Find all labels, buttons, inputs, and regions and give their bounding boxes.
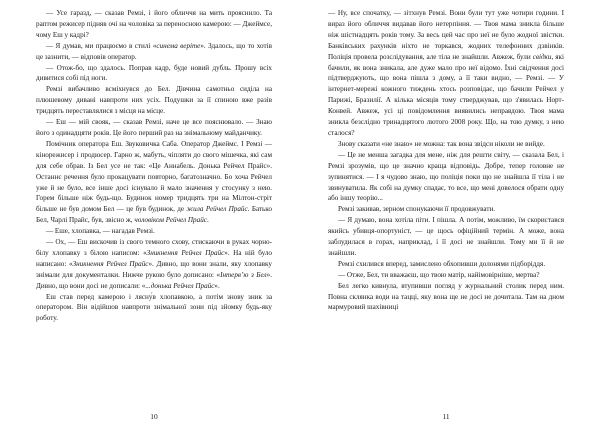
paragraph [328, 215, 564, 259]
text-run: — Ну, все спочатку, — зітхнув Ремзі. Вони були тут уже чотири години. І вираз його обличчя видавав його нетерпіння. — Твоя мама зникла більше ніж шістнадцять років тому. За весь цей час про неї не було жодної звістки. Банківських рахунків ніхто не торкався, жодних телефонних дзвінків. Поліція провела розслідування, але тіла не знайшли. Авжеж, були [328, 9, 564, 61]
text-run: — Я думаю, вона хотіла піти. І пішла. А потім, можливо, їм скористався якийсь убивця-опортуніст, — це щось офіційний термін. А може, вона заблудилася в горах, наприклад, і її досі не знайшли. Тому ми її й не знайшли. [328, 216, 564, 257]
paragraph [328, 259, 564, 270]
italic-text: Зникнення Рейчел Прайс [72, 259, 149, 268]
text-run: ». [214, 281, 220, 290]
text-run: — Еш — мій свояк, — сказав Ремзі, наче це все пояснювало. — Знаю його з одинадцяти років. Це його перший раз на знімальному майданчику. [36, 118, 272, 137]
paragraph [36, 63, 272, 85]
text-run: Ремзі закивав, зерном спонукаючи її продовжувати. [338, 205, 496, 214]
text-run: Знову сказати «не знаю» не можна: так вона звідси ніколи не вийде. [338, 139, 545, 148]
text-run: Ремзі схилився вперед, замислено обхопивши долонями підборіддя. [338, 259, 546, 268]
text-run: Бел легко кивнула, втупивши погляд у журнальний столик перед ним. Повна склянка води на тацці, яку вона ще не досі не дочитала. Там на дном мармуровий шахівниці [328, 281, 564, 312]
text-run: . [206, 216, 209, 225]
paragraph [36, 117, 272, 139]
italic-text: Інтерв’ю з Бел [220, 270, 267, 279]
paragraph [328, 8, 564, 139]
paragraph [36, 8, 272, 41]
text-run: — Отже, Бел, ти вважаєш, що твою матір, найімовірніше, мертва? [338, 270, 540, 279]
text-run: — Еше, хлопавка, — нагадав Ремзі. [46, 227, 155, 236]
paragraph [328, 139, 564, 150]
italic-text: жила Рейчел Прайс [186, 205, 248, 214]
text-run: Ремзі вибачливо всміхнувся до Бел. Дівчина самотньо сиділа на плюшевому дивані навпроти них усіх. Подушки за її спиною вже разів тридцять перестaвлялися з місця на місце. [36, 85, 272, 116]
paragraph [36, 84, 272, 117]
paragraph [36, 41, 272, 63]
text-run: ». Здалось, що то хотів це зазнити, — відповів оператор. [36, 41, 272, 61]
right-page [328, 8, 564, 313]
left-page [36, 8, 272, 324]
text-run: — Отож-бо, що здалось. Поправ кадр, буде новий дубль. Прошу всіх дивитися собі під ноги. [36, 63, 272, 83]
text-run: — Усе гаразд, — сказав Ремзі, і його обличчя на мить прояснило. Та раптом режисер підняв очі на чоловіка за переносною камерою: — Джеймсе, чому Еш у кадрі? [36, 9, 272, 39]
italic-text: синема веріте [156, 41, 201, 50]
paragraph [328, 270, 564, 281]
text-run: Помічник оператора Еш. Звуковичка Саба. Оператор Джеймс. І Ремзі — кінорежисер і продюсер. Гарно ж, мабуть, чіпляти до свого мішечка, які сам для себе обрав. Із Бел усе не так: «Це Аннабель. Донька Рейчел Прайс». Останнє речення було прокацувати повторно, багатозначно. Бо хоча Рейчел уже й не було, все інше досі існувало й мало значення у стосунку з нею. Горем більше ніж будь-що. Будинок номер тридцять три на Мілтон-стріт більше не був домом Бел — це був будинок, де [36, 139, 272, 214]
paragraph [328, 281, 564, 314]
text-run: . Батько Бел, Чарлі Прайс, був, звісно ж, [36, 205, 272, 225]
text-run: ». На ній було написано: « [36, 248, 272, 268]
paragraph [328, 150, 564, 205]
text-run: — Я думав, ми працюємо в стилі « [46, 41, 157, 50]
page-number-right: 11 [442, 412, 450, 421]
text-run: , які бачили, як вона зникала, але дуже мало про неї відомо. Їхні свідчення досі підтверджують, що вона пішла з дому, а її таки видно, — Ремзі. — У інтернет-мережі кожного тиждень хтось розповідає, що бачили Рейчел у Парижі, Бразилії. А кілька місяців тому стверджував, що з'явилась Норт-Конвей. Авжеж, усі ці повідомлення виявились неправдою. Твоя мама зникла безслідно тринадцятого лютого 2008 року. Що, на тою думку, з нею сталося? [328, 52, 564, 137]
text-run: — Це не менша загадка для мене, ніж для решти світу, — сказала Бел, і Ремзі зрозумів, що це значно краща відповідь. Добре, тепер головне не зупинятися. — І я чудово знаю, що поліція поки що не знайшла її тіла і не звинуватила. Як собі на думку спадає, то все, що мені довелося обрати одну або іншу теорію... [328, 150, 564, 203]
paragraph [36, 237, 272, 292]
text-run: Еш став перед камерою і лясну́в хлопавкою, а потім знову зник за оператором. Він відійшов навпроти знімальної зони під зйомку будь-яку роботу. [36, 292, 272, 323]
italic-text: ...донька Рейчел Прайс [145, 281, 215, 290]
paragraph [36, 292, 272, 325]
text-run: ». Дивно, що вони знали, яку хлопавку знімали для документалки. Нижче рукою було дописано: « [36, 259, 272, 279]
paragraph [36, 139, 272, 226]
italic-text: Зникнення Рейчел Прайс [146, 248, 225, 257]
text-run: ». Дивно, що вони досі не дописали: « [36, 270, 272, 290]
italic-text: чоловіком Рейчел Прайс [134, 216, 207, 225]
paragraph [328, 204, 564, 215]
page-number-left: 10 [150, 412, 158, 421]
text-run: — Ох, — Еш вискочив із свого темного схову, стискаючи в руках чорно-білу хлопавку з білою написом: « [36, 238, 272, 257]
paragraph [36, 226, 272, 237]
italic-text: свідки [532, 52, 552, 61]
